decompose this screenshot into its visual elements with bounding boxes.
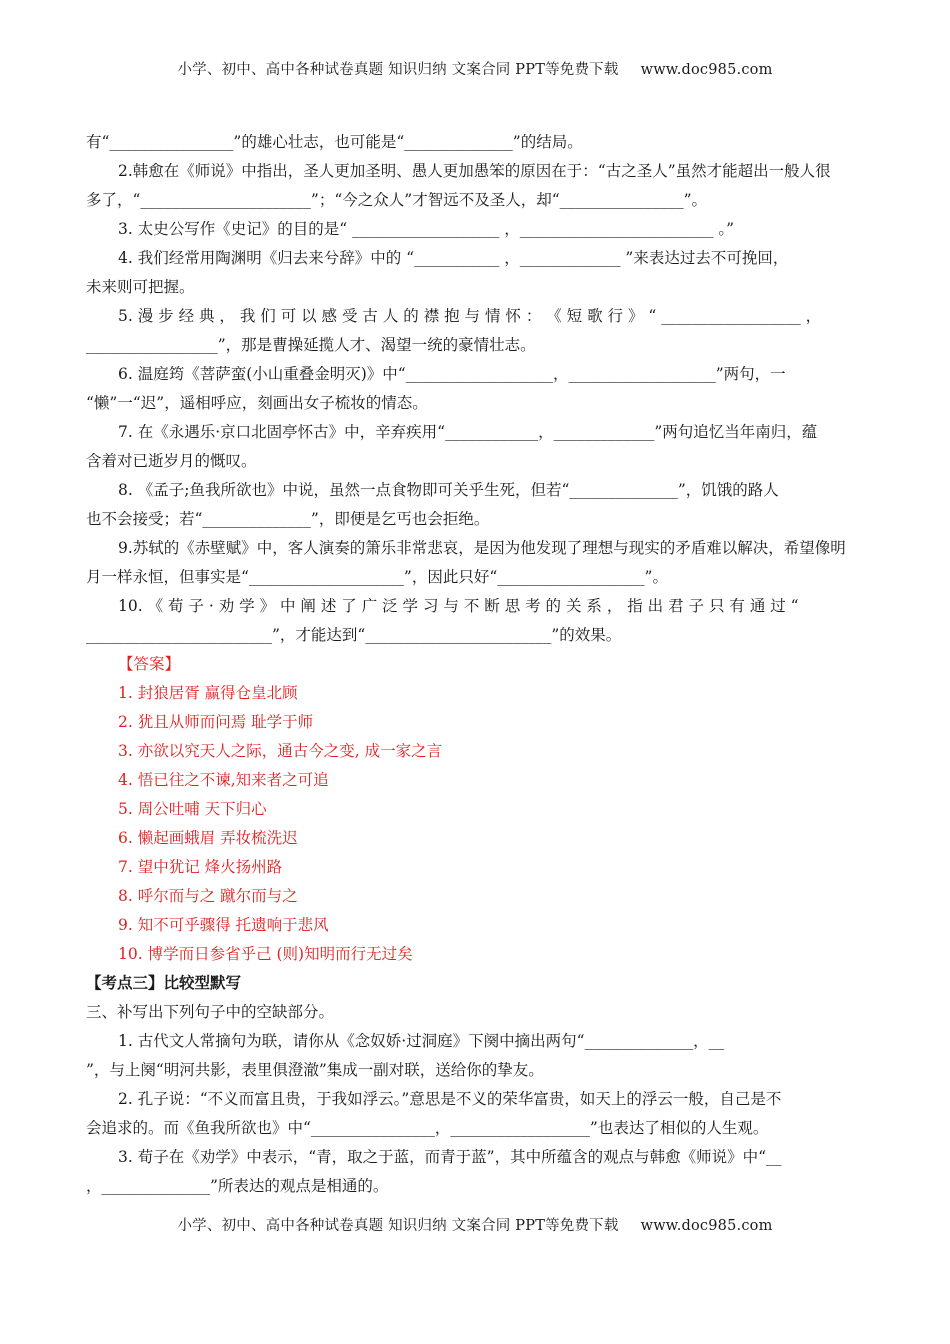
question-line: ，______________”所表达的观点是相通的。 bbox=[86, 1177, 389, 1195]
page-content bbox=[86, 128, 864, 1201]
question-line: 2.韩愈在《师说》中指出，圣人更加圣明、愚人更加愚笨的原因在于：“古之圣人”虽然才能超出一般人很 bbox=[118, 162, 831, 180]
question-line: _________________”，那是曹操延揽人才、渴望一统的豪情壮志。 bbox=[86, 336, 536, 354]
answer-item: 1. 封狼居胥 赢得仓皇北顾 bbox=[118, 684, 298, 702]
question-line: 会追求的。而《鱼我所欲也》中“________________，__________________”也表达了相似的人生观。 bbox=[86, 1119, 769, 1137]
answer-item: 6. 懒起画蛾眉 弄妆梳洗迟 bbox=[118, 829, 298, 847]
answer-item: 8. 呼尔而与之 蹴尔而与之 bbox=[118, 887, 298, 905]
header-url[interactable]: www.doc985.com bbox=[640, 62, 773, 78]
header-text: 小学、初中、高中各种试卷真题 知识归纳 文案合同 PPT等免费下载 bbox=[177, 62, 619, 78]
answer-title: 【答案】 bbox=[118, 655, 181, 673]
page-header bbox=[0, 58, 950, 79]
answer-item: 10. 博学而日参省乎己 (则)知明而行无过矣 bbox=[118, 945, 413, 963]
answer-item: 9. 知不可乎骤得 托遗响于悲风 bbox=[118, 916, 329, 934]
footer-text: 小学、初中、高中各种试卷真题 知识归纳 文案合同 PPT等免费下载 bbox=[177, 1218, 619, 1234]
question-line: 有“________________”的雄心壮志，也可能是“______________”的结局。 bbox=[86, 133, 583, 151]
question-line: 7. 在《永遇乐·京口北固亭怀古》中，辛弃疾用“____________，_____________”两句追忆当年南归，蕴 bbox=[118, 423, 818, 441]
answer-item: 7. 望中犹记 烽火扬州路 bbox=[118, 858, 283, 876]
question-line: 5. 漫 步 经 典 ， 我 们 可 以 感 受 古 人 的 襟 抱 与 情 怀 ： 《 短 歌 行 》 “ __________________ ， bbox=[118, 307, 822, 325]
question-line: 月一样永恒，但事实是“____________________”，因此只好“___________________”。 bbox=[86, 568, 668, 586]
section-title: 【考点三】比较型默写 bbox=[86, 974, 242, 992]
footer-url[interactable]: www.doc985.com bbox=[640, 1218, 773, 1234]
question-line: 8. 《孟子;鱼我所欲也》中说，虽然一点食物即可关乎生死，但若“______________”，饥饿的路人 bbox=[118, 481, 779, 499]
question-line: 10. 《 荀 子 · 劝 学 》 中 阐 述 了 广 泛 学 习 与 不 断 思 考 的 关 系 ， 指 出 君 子 只 有 通 过 “ bbox=[118, 597, 799, 615]
answer-item: 3. 亦欲以究天人之际，通古今之变, 成一家之言 bbox=[118, 742, 443, 760]
question-line: 也不会接受；若“______________”，即便是乞丐也会拒绝。 bbox=[86, 510, 490, 528]
question-line: 6. 温庭筠《菩萨蛮(小山重叠金明灭)》中“___________________，___________________”两句，一 bbox=[118, 365, 786, 383]
section-intro: 三、补写出下列句子中的空缺部分。 bbox=[86, 1003, 335, 1021]
question-line: ________________________”，才能达到“________________________”的效果。 bbox=[86, 626, 622, 644]
answer-item: 5. 周公吐哺 天下归心 bbox=[118, 800, 267, 818]
question-line: 3. 荀子在《劝学》中表示，“青，取之于蓝，而青于蓝”，其中所蕴含的观点与韩愈《师说》中“__ bbox=[118, 1148, 782, 1166]
question-line: 1. 古代文人常摘句为联，请你从《念奴娇·过洞庭》下阕中摘出两句“______________，__ bbox=[118, 1032, 725, 1050]
question-line: 含着对已逝岁月的慨叹。 bbox=[86, 452, 257, 470]
question-line: 多了，“______________________”；“今之众人”才智远不及圣人，却“________________”。 bbox=[86, 191, 708, 209]
question-line: 9.苏轼的《赤壁赋》中，客人演奏的箫乐非常悲哀，是因为他发现了理想与现实的矛盾难以解决，希望像明 bbox=[118, 539, 846, 557]
answer-item: 4. 悟已往之不谏,知来者之可追 bbox=[118, 771, 329, 789]
question-line: “懒”一“迟”，遥相呼应，刻画出女子梳妆的情态。 bbox=[86, 394, 428, 412]
question-line: 3. 太史公写作《史记》的目的是“ ___________________ ，_________________________ 。” bbox=[118, 220, 735, 238]
question-line: 2. 孔子说：“不义而富且贵，于我如浮云。”意思是不义的荣华富贵，如天上的浮云一般，自己是不 bbox=[118, 1090, 782, 1108]
answer-item: 2. 犹且从师而问焉 耻学于师 bbox=[118, 713, 314, 731]
question-line: ”，与上阕“明河共影，表里俱澄澈”集成一副对联，送给你的挚友。 bbox=[86, 1061, 544, 1079]
page-footer bbox=[0, 1214, 950, 1235]
question-line: 4. 我们经常用陶渊明《归去来兮辞》中的 “___________ ，_____________ ”来表达过去不可挽回， bbox=[118, 249, 789, 267]
question-line: 未来则可把握。 bbox=[86, 278, 195, 296]
